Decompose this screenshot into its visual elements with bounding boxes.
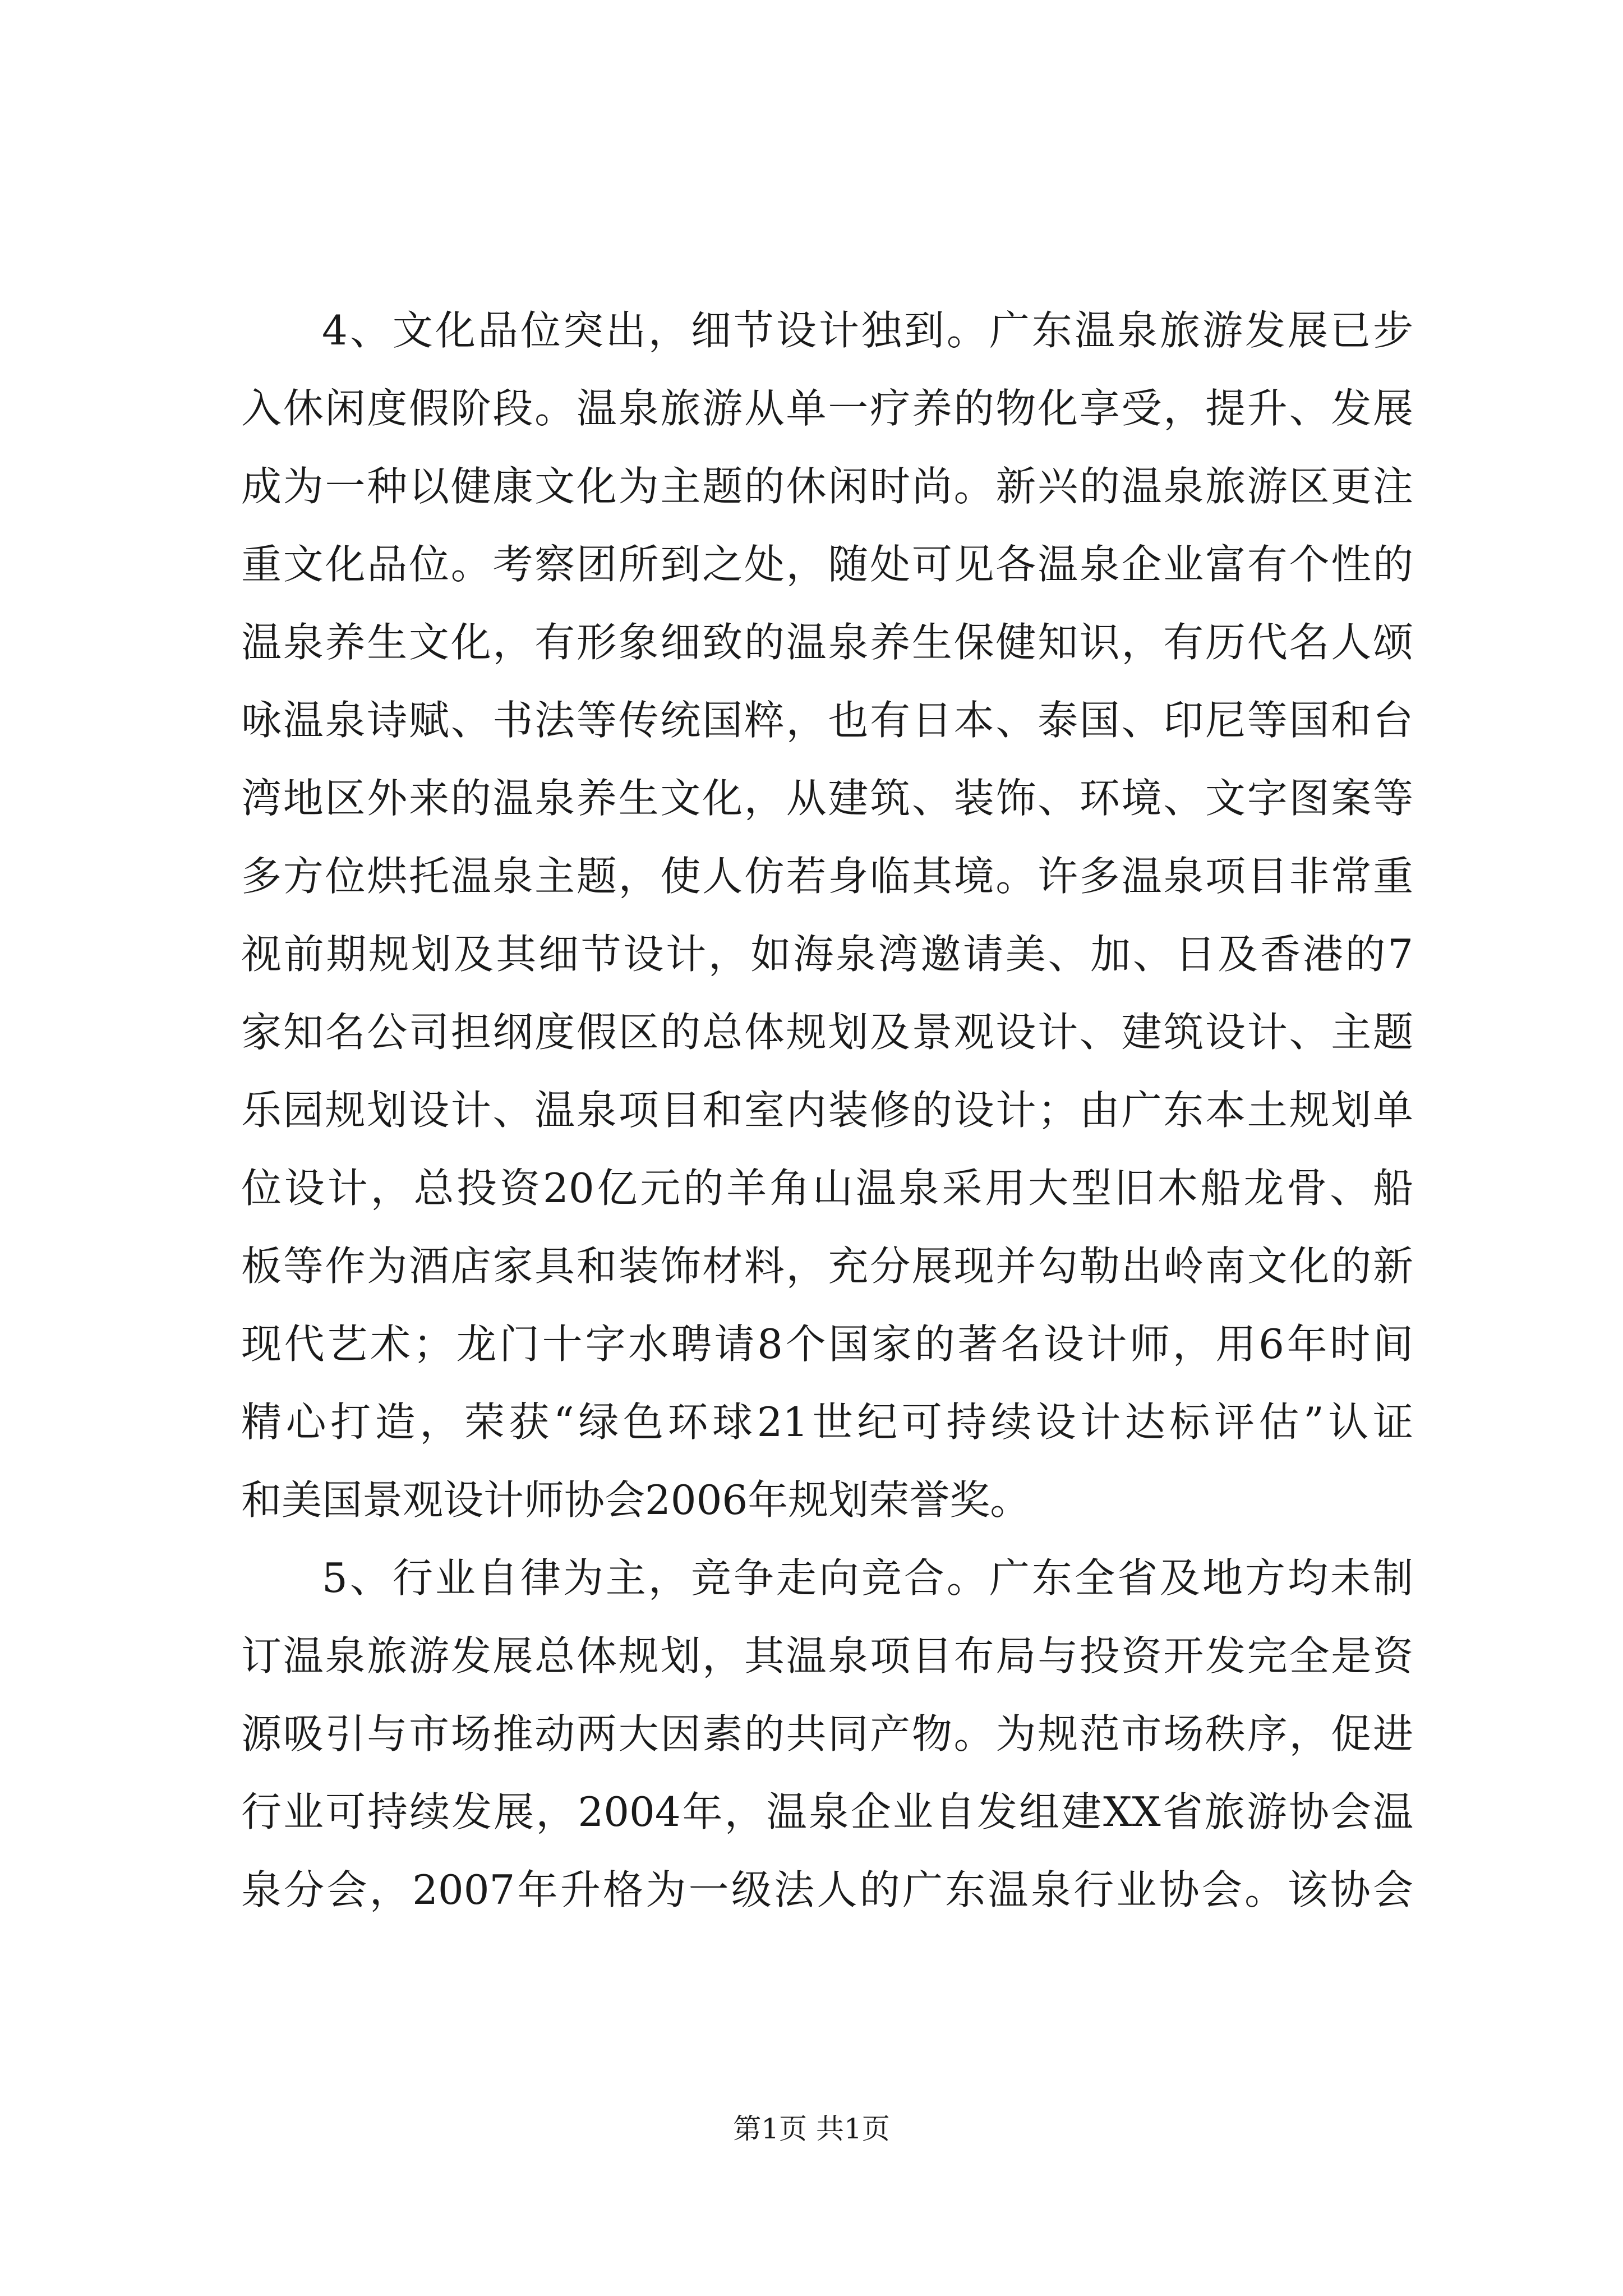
text-line: 重文化品位。考察团所到之处，随处可见各温泉企业富有个性的 xyxy=(241,541,1413,588)
document-body xyxy=(241,292,1413,1929)
text-line: 泉分会，2007年升格为一级法人的广东温泉行业协会。该协会 xyxy=(241,1866,1413,1913)
text-line: 多方位烘托温泉主题，使人仿若身临其境。许多温泉项目非常重 xyxy=(241,853,1413,900)
text-line: 位设计，总投资20亿元的羊角山温泉采用大型旧木船龙骨、船 xyxy=(241,1165,1413,1212)
page-number-footer: 第1页 共1页 xyxy=(733,2113,890,2145)
text-line: 源吸引与市场推动两大因素的共同产物。为规范市场秩序，促进 xyxy=(241,1710,1413,1757)
text-line: 乐园规划设计、温泉项目和室内装修的设计；由广东本土规划单 xyxy=(241,1087,1413,1134)
text-line: 4、文化品位突出，细节设计独到。广东温泉旅游发展已步 xyxy=(322,307,1413,354)
text-line: 湾地区外来的温泉养生文化，从建筑、装饰、环境、文字图案等 xyxy=(241,775,1413,822)
text-line: 板等作为酒店家具和装饰材料，充分展现并勾勒出岭南文化的新 xyxy=(241,1243,1413,1290)
text-line: 现代艺术；龙门十字水聘请8个国家的著名设计师，用6年时间 xyxy=(241,1320,1413,1368)
text-line: 咏温泉诗赋、书法等传统国粹，也有日本、泰国、印尼等国和台 xyxy=(241,697,1413,744)
text-line: 行业可持续发展，2004年，温泉企业自发组建XX省旅游协会温 xyxy=(241,1788,1413,1835)
paragraph-4 xyxy=(241,292,1413,1539)
text-line: 温泉养生文化，有形象细致的温泉养生保健知识，有历代名人颂 xyxy=(241,619,1413,666)
text-line: 视前期规划及其细节设计，如海泉湾邀请美、加、日及香港的7 xyxy=(241,931,1413,978)
paragraph-5 xyxy=(241,1539,1413,1929)
text-line: 家知名公司担纲度假区的总体规划及景观设计、建筑设计、主题 xyxy=(241,1009,1413,1056)
text-line: 订温泉旅游发展总体规划，其温泉项目布局与投资开发完全是资 xyxy=(241,1632,1413,1680)
text-line: 5、行业自律为主，竞争走向竞合。广东全省及地方均未制 xyxy=(322,1554,1413,1602)
text-line: 入休闲度假阶段。温泉旅游从单一疗养的物化享受，提升、发展 xyxy=(241,385,1413,432)
text-line: 精心打造，荣获“绿色环球21世纪可持续设计达标评估”认证 xyxy=(241,1398,1413,1446)
text-line: 成为一种以健康文化为主题的休闲时尚。新兴的温泉旅游区更注 xyxy=(241,463,1413,510)
text-line: 和美国景观设计师协会2006年规划荣誉奖。 xyxy=(241,1476,1031,1524)
